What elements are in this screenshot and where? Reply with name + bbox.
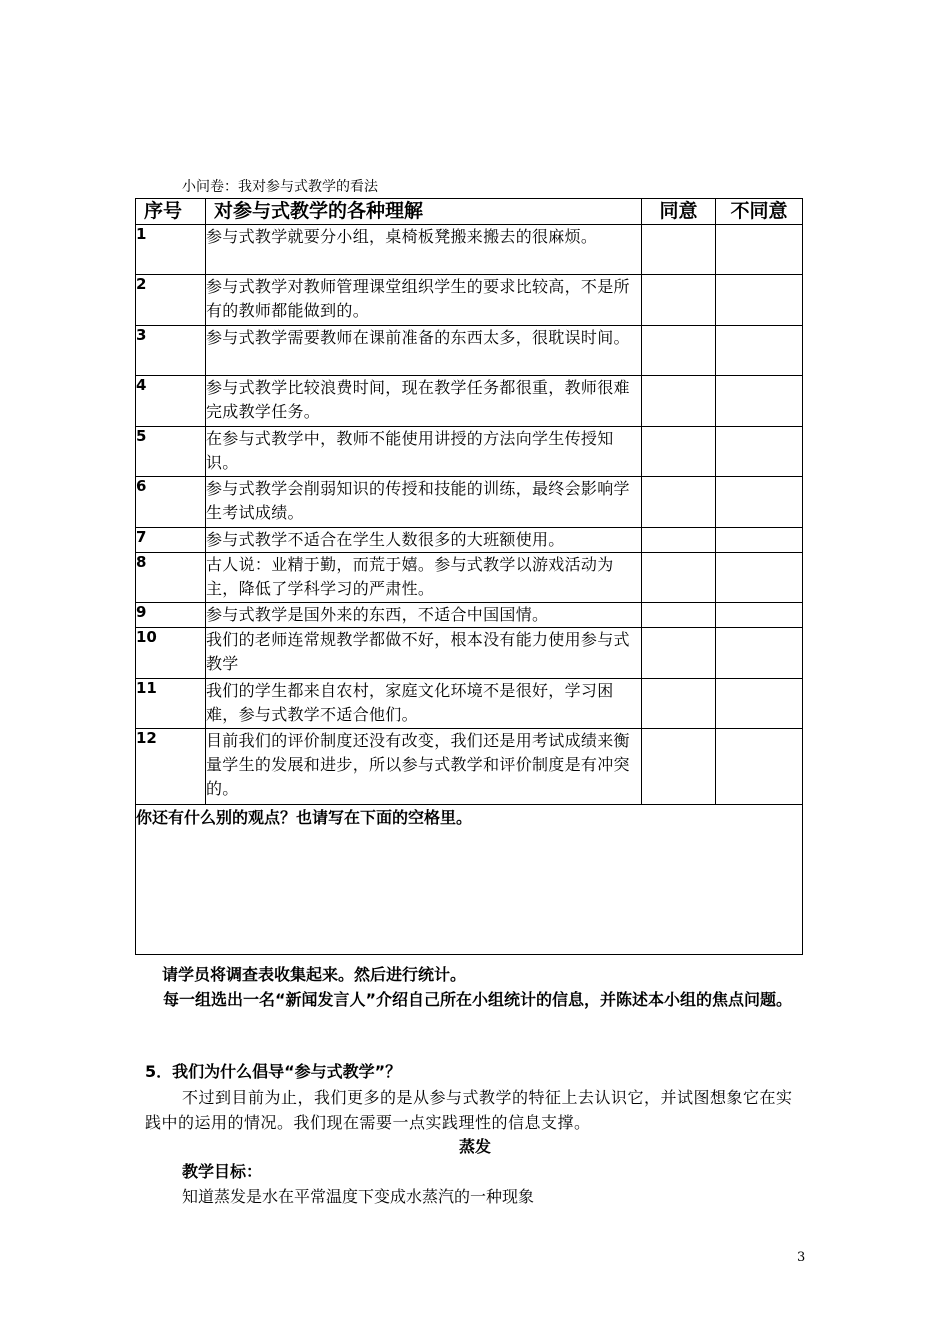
table-row	[136, 427, 803, 477]
disagree-cell[interactable]	[716, 729, 803, 805]
row-statement: 参与式教学需要教师在课前准备的东西太多，很耽误时间。	[206, 326, 642, 376]
row-statement: 参与式教学不适合在学生人数很多的大班额使用。	[206, 528, 642, 553]
disagree-cell[interactable]	[716, 679, 803, 729]
section-title: 5．我们为什么倡导“参与式教学”？	[145, 1062, 402, 1081]
agree-cell[interactable]	[642, 628, 716, 679]
remark-cell[interactable]: 你还有什么别的观点？也请写在下面的空格里。	[136, 805, 803, 955]
row-statement: 参与式教学对教师管理课堂组织学生的要求比较高，不是所有的教师都能做到的。	[206, 275, 642, 326]
table-row	[136, 225, 803, 275]
row-number: 5	[136, 427, 206, 477]
row-statement: 参与式教学就要分小组，桌椅板凳搬来搬去的很麻烦。	[206, 225, 642, 275]
agree-cell[interactable]	[642, 553, 716, 603]
row-number: 1	[136, 225, 206, 275]
disagree-cell[interactable]	[716, 225, 803, 275]
table-row	[136, 275, 803, 326]
row-statement: 目前我们的评价制度还没有改变，我们还是用考试成绩来衡量学生的发展和进步，所以参与式教学和评价制度是有冲突的。	[206, 729, 642, 805]
row-number: 8	[136, 553, 206, 603]
lesson-title: 蒸发	[458, 1137, 491, 1156]
row-statement: 在参与式教学中，教师不能使用讲授的方法向学生传授知识。	[206, 427, 642, 477]
row-statement: 古人说：业精于勤，而荒于嬉。参与式教学以游戏活动为主，降低了学科学习的严肃性。	[206, 553, 642, 603]
table-row	[136, 628, 803, 679]
disagree-cell[interactable]	[716, 326, 803, 376]
disagree-cell[interactable]	[716, 628, 803, 679]
disagree-cell[interactable]	[716, 275, 803, 326]
objective-label: 教学目标：	[182, 1162, 263, 1181]
table-row	[136, 376, 803, 427]
agree-cell[interactable]	[642, 326, 716, 376]
disagree-cell[interactable]	[716, 603, 803, 628]
disagree-cell[interactable]	[716, 553, 803, 603]
survey-table	[135, 198, 803, 955]
table-row	[136, 603, 803, 628]
row-statement: 我们的老师连常规教学都做不好，根本没有能力使用参与式教学	[206, 628, 642, 679]
row-number: 7	[136, 528, 206, 553]
remark-row	[136, 805, 803, 955]
agree-cell[interactable]	[642, 679, 716, 729]
disagree-cell[interactable]	[716, 477, 803, 528]
disagree-cell[interactable]	[716, 376, 803, 427]
row-number: 12	[136, 729, 206, 805]
row-number: 11	[136, 679, 206, 729]
table-row	[136, 729, 803, 805]
para-spokesperson: 每一组选出一名“新闻发言人”介绍自己所在小组统计的信息，并陈述本小组的焦点问题。	[163, 990, 793, 1009]
disagree-cell[interactable]	[716, 427, 803, 477]
header-disagree: 不同意	[716, 199, 803, 225]
objective-text: 知道蒸发是水在平常温度下变成水蒸汽的一种现象	[182, 1187, 535, 1206]
survey-caption: 小问卷：我对参与式教学的看法	[182, 179, 378, 195]
row-statement: 参与式教学是国外来的东西，不适合中国国情。	[206, 603, 642, 628]
agree-cell[interactable]	[642, 603, 716, 628]
agree-cell[interactable]	[642, 427, 716, 477]
row-number: 3	[136, 326, 206, 376]
agree-cell[interactable]	[642, 477, 716, 528]
table-row	[136, 477, 803, 528]
agree-cell[interactable]	[642, 225, 716, 275]
header-agree: 同意	[642, 199, 716, 225]
header-understanding: 对参与式教学的各种理解	[206, 199, 642, 225]
page-number: 3	[797, 1250, 806, 1265]
agree-cell[interactable]	[642, 729, 716, 805]
header-number: 序号	[136, 199, 206, 225]
para-collect: 请学员将调查表收集起来。然后进行统计。	[162, 965, 467, 984]
row-statement: 参与式教学比较浪费时间，现在教学任务都很重，教师很难完成教学任务。	[206, 376, 642, 427]
agree-cell[interactable]	[642, 528, 716, 553]
table-row	[136, 553, 803, 603]
table-row	[136, 326, 803, 376]
table-row	[136, 679, 803, 729]
row-statement: 参与式教学会削弱知识的传授和技能的训练，最终会影响学生考试成绩。	[206, 477, 642, 528]
row-statement: 我们的学生都来自农村，家庭文化环境不是很好，学习困难，参与式教学不适合他们。	[206, 679, 642, 729]
table-row	[136, 528, 803, 553]
row-number: 10	[136, 628, 206, 679]
para-practice: 不过到目前为止，我们更多的是从参与式教学的特征上去认识它，并试图想象它在实践中的运用的情况。我们现在需要一点实践理性的信息支撑。	[145, 1088, 793, 1132]
agree-cell[interactable]	[642, 376, 716, 427]
row-number: 2	[136, 275, 206, 326]
row-number: 6	[136, 477, 206, 528]
row-number: 4	[136, 376, 206, 427]
disagree-cell[interactable]	[716, 528, 803, 553]
row-number: 9	[136, 603, 206, 628]
table-header-row	[136, 199, 803, 225]
agree-cell[interactable]	[642, 275, 716, 326]
